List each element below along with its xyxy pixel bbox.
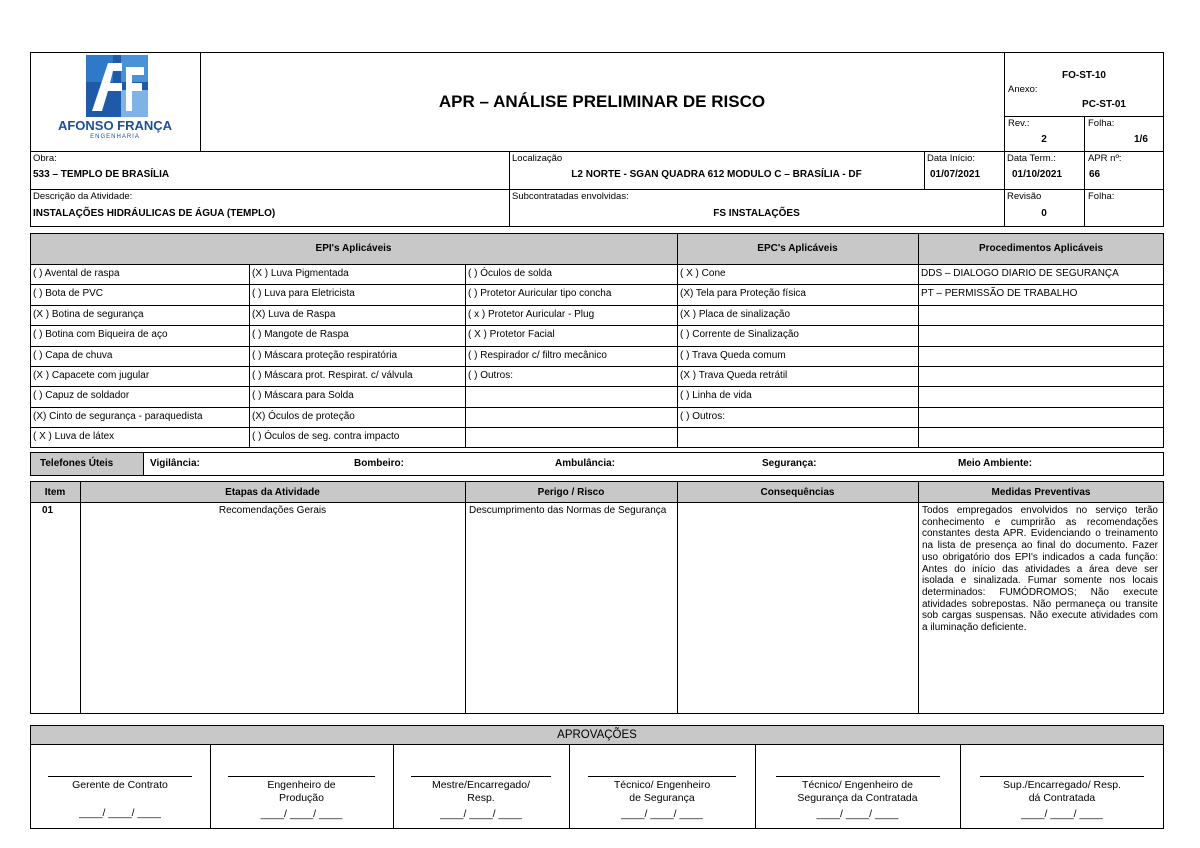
data-term-value: 01/10/2021 bbox=[1012, 169, 1063, 180]
epi-item: (X) Óculos de proteção bbox=[252, 410, 355, 422]
row-perigo: Descumprimento das Normas de Segurança bbox=[469, 505, 667, 516]
epc-item: ( X ) Cone bbox=[680, 268, 726, 279]
row-etapa: Recomendações Gerais bbox=[218, 505, 327, 516]
epi-item: (X) Luva de Raspa bbox=[252, 308, 336, 320]
epc-item: ( ) Corrente de Sinalização bbox=[680, 329, 799, 341]
epc-item: ( ) Trava Queda comum bbox=[680, 349, 786, 361]
seguranca-label: Segurança: bbox=[762, 458, 817, 469]
epc-item: ( ) Outros: bbox=[680, 410, 726, 422]
epi-item: ( ) Protetor Auricular tipo concha bbox=[468, 288, 612, 300]
signature-line[interactable] bbox=[776, 776, 940, 777]
data-term-label: Data Term.: bbox=[1007, 153, 1056, 164]
epi-item: ( ) Máscara proteção respiratória bbox=[252, 349, 398, 361]
epi-item: ( X ) Protetor Facial bbox=[468, 329, 555, 341]
medidas-header: Medidas Preventivas bbox=[991, 487, 1091, 498]
epi-item: ( ) Máscara prot. Respirat. c/ válvula bbox=[252, 370, 413, 381]
epi-item: ( ) Avental de raspa bbox=[33, 268, 120, 279]
obra-value: 533 – TEMPLO DE BRASÍLIA bbox=[33, 169, 170, 180]
signature-line[interactable] bbox=[48, 776, 192, 777]
epi-item: ( X ) Luva de látex bbox=[33, 431, 115, 443]
revisao-label: Revisão bbox=[1007, 191, 1042, 202]
date-field[interactable]: ____/ ____/ ____ bbox=[79, 807, 161, 819]
revisao-value: 0 bbox=[1041, 208, 1047, 219]
epc-header: EPC's Aplicáveis bbox=[757, 243, 838, 254]
signer-role: Sup./Encarregado/ Resp. dá Contratada bbox=[1003, 779, 1121, 804]
item-header: Item bbox=[44, 487, 66, 498]
company-logo bbox=[86, 55, 148, 117]
signer-role: Técnico/ Engenheiro de Segurança bbox=[613, 779, 711, 804]
row-medidas: Todos empregados envolvidos no serviço terão conhecimento e cumprirão as recomendações constantes desta APR. Evidenciando o treinamento na lista de presença ao final do documento. Fazer uso obrigatório dos EPI's indicados a cada função: Antes do início das atividades a área deve ser isolada e sinalizada. Fumar somente nos locais determinados: FUMÓDROMOS; Não execute atividades sobrepostas. Não permaneça ou transite sob cargas suspensas. Não execute atividades com a iluminação deficiente. bbox=[922, 505, 1158, 634]
apr-label: APR nº: bbox=[1088, 153, 1122, 164]
signature-line[interactable] bbox=[588, 776, 737, 777]
signature-line[interactable] bbox=[411, 776, 552, 777]
rev-value: 2 bbox=[1041, 134, 1047, 145]
etapas-header: Etapas da Atividade bbox=[225, 487, 320, 498]
epi-item: (X) Cinto de segurança - paraquedista bbox=[33, 410, 203, 422]
data-inicio-value: 01/07/2021 bbox=[930, 169, 981, 180]
epi-item: ( x ) Protetor Auricular - Plug bbox=[468, 308, 595, 320]
epc-item: ( ) Linha de vida bbox=[680, 390, 752, 402]
epi-item: ( ) Óculos de solda bbox=[468, 268, 552, 279]
anexo-value: PC-ST-01 bbox=[1082, 99, 1126, 110]
obra-label: Obra: bbox=[33, 153, 57, 164]
approvals-title: APROVAÇÕES bbox=[557, 729, 637, 741]
procedimento-item: PT – PERMISSÃO DE TRABALHO bbox=[921, 288, 1078, 300]
epi-item: (X ) Luva Pigmentada bbox=[252, 268, 349, 279]
signer-role: Engenheiro de Produção bbox=[267, 779, 336, 804]
anexo-label: Anexo: bbox=[1008, 84, 1038, 95]
rev-label: Rev.: bbox=[1008, 118, 1030, 129]
folha-value: 1/6 bbox=[1134, 134, 1148, 145]
epi-header: EPI's Aplicáveis bbox=[315, 243, 392, 254]
date-field[interactable]: ____/ ____/ ____ bbox=[816, 808, 899, 820]
signer-role: Gerente de Contrato bbox=[72, 779, 168, 791]
epi-item: ( ) Outros: bbox=[468, 370, 514, 381]
descricao-label: Descrição da Atividade: bbox=[33, 191, 133, 202]
procedimentos-header: Procedimentos Aplicáveis bbox=[978, 243, 1104, 254]
epi-item: ( ) Botina com Biqueira de aço bbox=[33, 329, 168, 341]
date-field[interactable]: ____/ ____/ ____ bbox=[440, 808, 522, 820]
data-inicio-label: Data Início: bbox=[927, 153, 976, 164]
epi-item: ( ) Capuz de soldador bbox=[33, 390, 130, 402]
signature-line[interactable] bbox=[228, 776, 374, 777]
telefones-label: Telefones Úteis bbox=[40, 458, 114, 469]
signature-line[interactable] bbox=[980, 776, 1143, 777]
epi-item: ( ) Capa de chuva bbox=[33, 349, 113, 361]
page-title: APR – ANÁLISE PRELIMINAR DE RISCO bbox=[438, 92, 766, 111]
folha2-label: Folha: bbox=[1088, 191, 1115, 202]
epi-item: (X ) Botina de segurança bbox=[33, 308, 144, 320]
vigilancia-label: Vigilância: bbox=[150, 458, 200, 469]
date-field[interactable]: ____/ ____/ ____ bbox=[1021, 808, 1103, 820]
date-field[interactable]: ____/ ____/ ____ bbox=[621, 808, 703, 820]
perigo-header: Perigo / Risco bbox=[537, 487, 605, 498]
epi-item: ( ) Luva para Eletricista bbox=[252, 288, 355, 300]
date-field[interactable]: ____/ ____/ ____ bbox=[260, 808, 343, 820]
folha-label: Folha: bbox=[1088, 118, 1115, 129]
subcontratadas-value: FS INSTALAÇÕES bbox=[713, 208, 800, 219]
subcontratadas-label: Subcontratadas envolvidas: bbox=[512, 191, 629, 202]
epi-item: ( ) Máscara para Solda bbox=[252, 390, 354, 402]
epc-item: (X ) Placa de sinalização bbox=[680, 308, 791, 320]
epi-item: ( ) Óculos de seg. contra impacto bbox=[252, 431, 400, 443]
signer-role: Mestre/Encarregado/ Resp. bbox=[431, 779, 531, 804]
descricao-value: INSTALAÇÕES HIDRÁULICAS DE ÁGUA (TEMPLO) bbox=[33, 208, 276, 219]
epi-item: ( ) Bota de PVC bbox=[33, 288, 104, 300]
apr-value: 66 bbox=[1089, 169, 1101, 180]
company-subtitle: ENGENHARIA bbox=[90, 134, 140, 140]
signer-role: Técnico/ Engenheiro de Segurança da Contratada bbox=[797, 779, 918, 804]
company-name: AFONSO FRANÇA bbox=[57, 118, 173, 133]
form-code: FO-ST-10 bbox=[1062, 70, 1106, 81]
epc-item: (X) Tela para Proteção física bbox=[680, 288, 806, 300]
epi-item: ( ) Respirador c/ filtro mecânico bbox=[468, 349, 607, 361]
consequencias-header: Consequências bbox=[760, 487, 835, 498]
localizacao-value: L2 NORTE - SGAN QUADRA 612 MODULO C – BRASÍLIA - DF bbox=[571, 169, 862, 180]
meio-ambiente-label: Meio Ambiente: bbox=[958, 458, 1033, 469]
ambulancia-label: Ambulância: bbox=[555, 458, 616, 469]
procedimento-item: DDS – DIALOGO DIARIO DE SEGURANÇA bbox=[921, 268, 1119, 279]
row-item: 01 bbox=[42, 505, 54, 516]
epi-item: (X ) Capacete com jugular bbox=[33, 370, 150, 381]
epc-item: (X ) Trava Queda retrátil bbox=[680, 370, 788, 381]
bombeiro-label: Bombeiro: bbox=[354, 458, 404, 469]
epi-item: ( ) Mangote de Raspa bbox=[252, 329, 349, 341]
localizacao-label: Localização bbox=[512, 153, 563, 164]
